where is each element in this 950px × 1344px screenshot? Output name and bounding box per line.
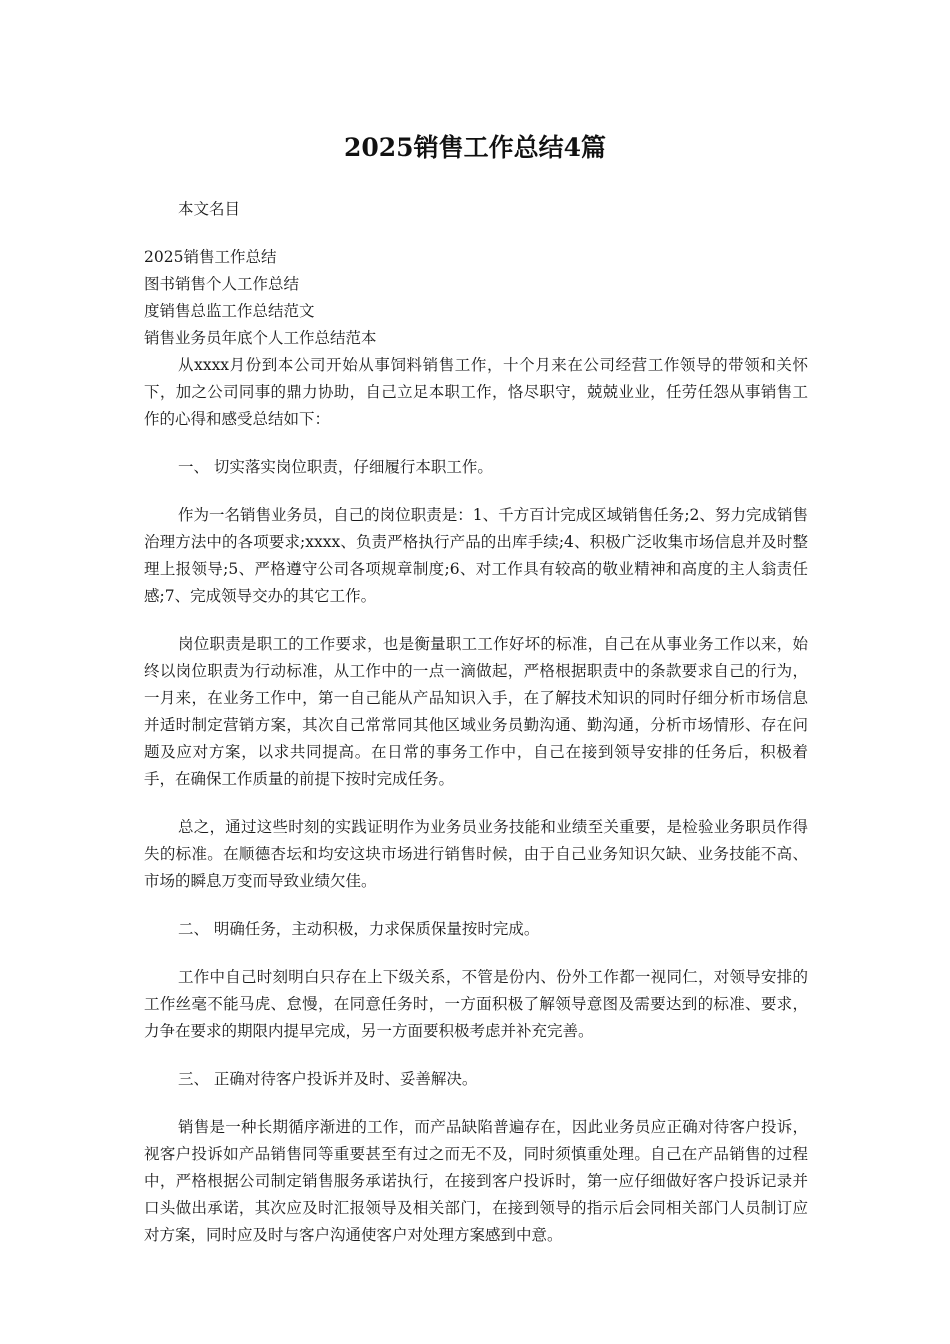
document-body xyxy=(144,196,808,1249)
body-paragraph: 总之，通过这些时刻的实践证明作为业务员业务技能和业绩至关重要，是检验业务职员作得失的标准。在顺德杏坛和均安这块市场进行销售时候，由于自己业务知识欠缺、业务技能不高、市场的瞬息万变而导致业绩欠佳。 xyxy=(144,818,808,890)
body-paragraph: 岗位职责是职工的工作要求，也是衡量职工工作好坏的标准，自己在从事业务工作以来，始终以岗位职责为行动标准，从工作中的一点一滴做起，严格根据职责中的条款要求自己的行为，一月来，在业务工作中，第一自己能从产品知识入手，在了解技术知识的同时仔细分析市场信息并适时制定营销方案，其次自己常常同其他区域业务员勤沟通、勤沟通，分析市场情形、存在问题及应对方案，以求共同提高。在日常的事务工作中，自己在接到领导安排的任务后，积极着手，在确保工作质量的前提下按时完成任务。 xyxy=(144,635,808,788)
spacer xyxy=(144,223,808,244)
body-paragraph: 工作中自己时刻明白只存在上下级关系，不管是份内、份外工作都一视同仁，对领导安排的工作丝毫不能马虎、怠慢，在同意任务时，一方面积极了解领导意图及需要达到的标准、要求，力争在要求的期限内提早完成，另一方面要积极考虑并补充完善。 xyxy=(144,968,808,1040)
spacer xyxy=(144,793,808,814)
section-heading: 二、 明确任务，主动积极，力求保质保量按时完成。 xyxy=(178,920,540,938)
document-title: 2025销售工作总结4篇 xyxy=(344,133,606,162)
spacer xyxy=(144,433,808,454)
toc-item: 2025销售工作总结 xyxy=(144,248,277,266)
body-paragraph: 作为一名销售业务员，自己的岗位职责是：1、千方百计完成区域销售任务;2、努力完成销售治理方法中的各项要求;xxxx、负责严格执行产品的出库手续;4、积极广泛收集市场信息并及时整理上报领导;5、严格遵守公司各项规章制度;6、对工作具有较高的敬业精神和高度的主人翁责任感;7、完成领导交办的其它工作。 xyxy=(144,506,808,605)
spacer xyxy=(144,943,808,964)
toc-heading: 本文名目 xyxy=(178,200,241,218)
body-paragraph: 销售是一种长期循序渐进的工作，而产品缺陷普遍存在，因此业务员应正确对待客户投诉，视客户投诉如产品销售同等重要甚至有过之而无不及，同时须慎重处理。自己在产品销售的过程中，严格根据公司制定销售服务承诺执行，在接到客户投诉时，第一应仔细做好客户投诉记录并口头做出承诺，其次应及时汇报领导及相关部门，在接到领导的指示后会同相关部门人员制订应对方案，同时应及时与客户沟通使客户对处理方案感到中意。 xyxy=(144,1118,808,1244)
toc-item: 图书销售个人工作总结 xyxy=(144,275,300,293)
spacer xyxy=(144,1093,808,1114)
spacer xyxy=(144,610,808,631)
spacer xyxy=(144,1045,808,1066)
toc-list xyxy=(144,244,808,352)
section-heading: 三、 正确对待客户投诉并及时、妥善解决。 xyxy=(178,1070,478,1088)
body-paragraph: 从xxxx月份到本公司开始从事饲料销售工作，十个月来在公司经营工作领导的带领和关怀下，加之公司同事的鼎力协助，自己立足本职工作，恪尽职守，兢兢业业，任劳任怨从事销售工作的心得和感受总结如下： xyxy=(144,356,808,428)
spacer xyxy=(144,895,808,916)
toc-item: 销售业务员年底个人工作总结范本 xyxy=(144,329,377,347)
section-heading: 一、 切实落实岗位职责，仔细履行本职工作。 xyxy=(178,458,493,476)
toc-item: 度销售总监工作总结范文 xyxy=(144,302,315,320)
spacer xyxy=(144,481,808,502)
